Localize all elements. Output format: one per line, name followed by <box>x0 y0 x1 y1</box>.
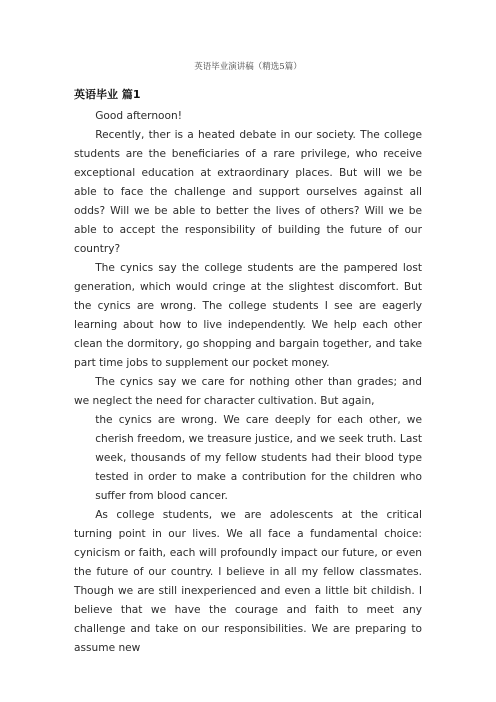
body-text <box>74 107 422 658</box>
section-heading: 英语毕业 篇1 <box>74 88 141 101</box>
paragraph-greeting: Good afternoon! <box>95 110 182 122</box>
paragraph: The cynics say we care for nothing other than grades; and we neglect the need for character cultivation. But again, <box>74 376 422 407</box>
paragraph: As college students, we are adolescents at the critical turning point in our lives. We all face a fundamental choice: cynicism or faith, each will profoundly impact our future, or even the future of our country. I believe in all my fellow classmates. Though we are still inexperienced and even a little bit childish. I believe that we have the courage and faith to meet any challenge and take on our responsibilities. We are preparing to assume new <box>74 509 422 654</box>
paragraph: Recently, ther is a heated debate in our society. The college students are the beneficiaries of a rare privilege, who receive exceptional education at extraordinary places. But will we be able to face the challenge and support ourselves against all odds? Will we be able to better the lives of others? Will we be able to accept the responsibility of building the future of our country? <box>74 129 422 255</box>
paragraph: The cynics say the college students are the pampered lost generation, which would cringe at the slightest discomfort. But the cynics are wrong. The college students I see are eagerly learning about how to live independently. We help each other clean the dormitory, go shopping and bargain together, and take part time jobs to supplement our pocket money. <box>74 262 422 369</box>
paragraph: the cynics are wrong. We care deeply for each other, we cherish freedom, we treasure justice, and we seek truth. Last week, thousands of my fellow students had their blood type tested in order to make a contribution for the children who suffer from blood cancer. <box>95 414 422 502</box>
running-header: 英语毕业演讲稿（精选5篇） <box>194 62 302 72</box>
